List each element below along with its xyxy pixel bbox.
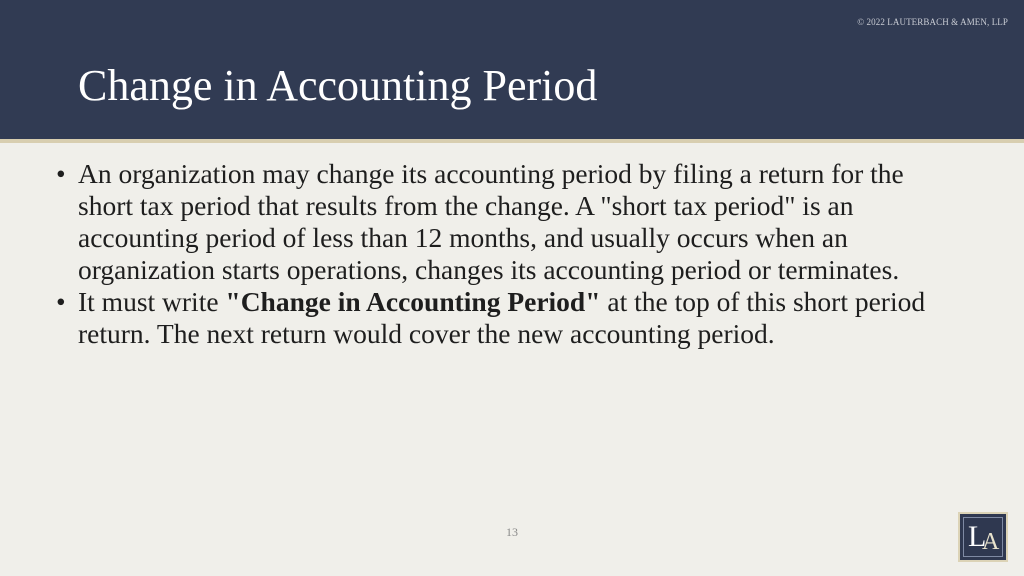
bullet-text — [78, 286, 925, 349]
bullet-dot-icon: • — [56, 158, 66, 189]
firm-logo-icon — [958, 512, 1008, 562]
bullet-list — [56, 158, 956, 350]
bullet-text: An organization may change its accounting period by filing a return for the short tax period that results from the change. A "short tax period" is an accounting period of less than 12 months, and usually occurs when an organization starts operations, changes its accounting period or terminates. — [78, 158, 904, 285]
bullet-text-suffix: at the top of this short period return. The next return would cover the new accounting period. — [78, 286, 926, 349]
bullet-text-emphasis: "Change in Accounting Period" — [225, 286, 601, 317]
copyright-notice: © 2022 LAUTERBACH & AMEN, LLP — [857, 17, 1008, 27]
bullet-dot-icon: • — [56, 286, 66, 317]
header-divider — [0, 139, 1024, 143]
page-number: 13 — [506, 525, 518, 539]
bullet-text-prefix: It must write — [78, 286, 226, 317]
logo-letter-l: L — [968, 520, 987, 553]
slide-title: Change in Accounting Period — [78, 61, 598, 110]
header-bar — [0, 0, 1024, 139]
bullet-item — [56, 158, 956, 286]
logo-letter-a: A — [982, 529, 1000, 555]
bullet-item — [56, 286, 956, 350]
